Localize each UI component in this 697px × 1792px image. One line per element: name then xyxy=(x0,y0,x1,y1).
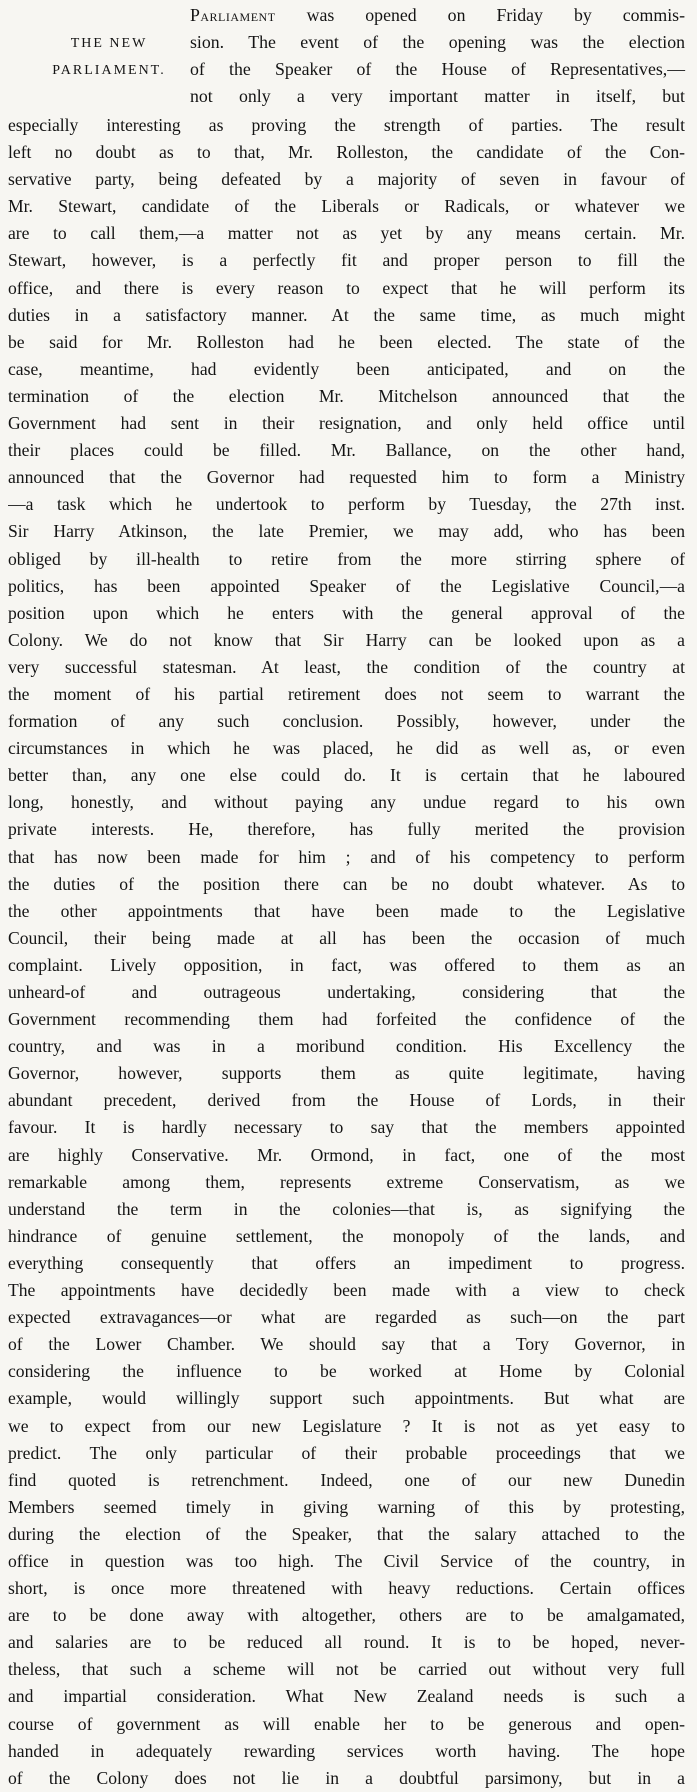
article-line: are to call them,—a matter not as yet by any means certain. Mr. xyxy=(8,223,685,244)
article-line: hindrance of genuine settlement, the monopoly of the lands, and xyxy=(8,1225,685,1246)
opening-line-1 xyxy=(190,2,685,29)
article-line: that has now been made for him ; and of his competency to perform xyxy=(8,846,685,867)
article-line: are to be done away with altogether, others are to be amalgamated, xyxy=(8,1605,685,1626)
article-line: the other appointments that have been made to the Legislative xyxy=(8,900,685,921)
article-line: position upon which he enters with the general approval of the xyxy=(8,602,685,623)
article-line: announced that the Governor had requested him to form a Ministry xyxy=(8,467,685,488)
article-line: better than, any one else could do. It is certain that he laboured xyxy=(8,765,685,786)
article-line: Council, their being made at all has been the occasion of much xyxy=(8,927,685,948)
article-line: Government recommending them had forfeited the confidence of the xyxy=(8,1009,685,1030)
article-line: be said for Mr. Rolleston had he been elected. The state of the xyxy=(8,331,685,352)
article-line: Stewart, however, is a perfectly fit and proper person to fill the xyxy=(8,250,685,271)
article-line: especially interesting as proving the strength of parties. The result xyxy=(8,115,685,135)
article-line: long, honestly, and without paying any undue regard to his own xyxy=(8,792,685,813)
article-line: their places could be filled. Mr. Ballance, on the other hand, xyxy=(8,440,685,461)
opening-line-2: sion. The event of the opening was the election xyxy=(190,32,685,52)
article-line: Colony. We do not know that Sir Harry can be looked upon as a xyxy=(8,629,685,650)
article-line: obliged by ill-health to retire from the more stirring sphere of xyxy=(8,548,685,569)
article-line: termination of the election Mr. Mitchelson announced that the xyxy=(8,385,685,406)
article-line: duties in a satisfactory manner. At the same time, as much might xyxy=(8,304,685,325)
article-line: of the Colony does not lie in a doubtful parsimony, but in a xyxy=(8,1767,685,1788)
article-line: short, is once more threatened with heavy reductions. Certain offices xyxy=(8,1578,685,1599)
article-line: Sir Harry Atkinson, the late Premier, we may add, who has been xyxy=(8,521,685,542)
article-line: very successful statesman. At least, the condition of the country at xyxy=(8,656,685,677)
article-line: —a task which he undertook to perform by Tuesday, the 27th inst. xyxy=(8,494,685,515)
article-line: favour. It is hardly necessary to say that the members appointed xyxy=(8,1117,685,1138)
article-body xyxy=(8,112,685,1792)
opening-line-4: not only a very important matter in itself, but xyxy=(190,86,685,106)
article-line: unheard-of and outrageous undertaking, considering that the xyxy=(8,982,685,1002)
article-line: Members seemed timely in giving warning of this by protesting, xyxy=(8,1496,685,1517)
article-line: The appointments have decidedly been made with a view to check xyxy=(8,1280,685,1301)
article-line: country, and was in a moribund condition. His Excellency the xyxy=(8,1036,685,1057)
article-line: of the Lower Chamber. We should say that a Tory Governor, in xyxy=(8,1334,685,1355)
article-line: private interests. He, therefore, has fully merited the provision xyxy=(8,819,685,840)
article-line: formation of any such conclusion. Possibly, however, under the xyxy=(8,711,685,732)
article-line: servative party, being defeated by a majority of seven in favour of xyxy=(8,169,685,190)
article-line: the moment of his partial retirement does not seem to warrant the xyxy=(8,683,685,704)
article-line: Governor, however, supports them as quite legitimate, having xyxy=(8,1063,685,1084)
opening-line-1-text: was opened on Friday by commis- xyxy=(306,5,685,25)
article-line: office in question was too high. The Civil Service of the country, in xyxy=(8,1550,685,1571)
article-line: are highly Conservative. Mr. Ormond, in fact, one of the most xyxy=(8,1144,685,1165)
article-line: office, and there is every reason to expect that he will perform its xyxy=(8,277,685,298)
lead-word: Parliament xyxy=(190,5,276,25)
article-line: and impartial consideration. What New Zealand needs is such a xyxy=(8,1686,685,1707)
article-line: case, meantime, had evidently been anticipated, and on the xyxy=(8,358,685,379)
side-heading-line-1: THE NEW xyxy=(70,36,148,51)
article-line: course of government as will enable her to be generous and open- xyxy=(8,1713,685,1734)
article-line: expected extravagances—or what are regarded as such—on the part xyxy=(8,1307,685,1328)
article-line: remarkable among them, represents extreme Conservatism, as we xyxy=(8,1171,685,1192)
article-line: complaint. Lively opposition, in fact, was offered to them as an xyxy=(8,954,685,975)
article-line: understand the term in the colonies—that is, as signifying the xyxy=(8,1198,685,1219)
article-line: circumstances in which he was placed, he did as well as, or even xyxy=(8,738,685,759)
article-line: find quoted is retrenchment. Indeed, one of our new Dunedin xyxy=(8,1469,685,1490)
article-line: the duties of the position there can be no doubt whatever. As to xyxy=(8,873,685,894)
article-line: during the election of the Speaker, that the salary attached to the xyxy=(8,1523,685,1544)
article-line: theless, that such a scheme will not be carried out without very full xyxy=(8,1659,685,1680)
opening-line-3: of the Speaker of the House of Representatives,— xyxy=(190,59,685,79)
article-line: politics, has been appointed Speaker of the Legislative Council,—a xyxy=(8,575,685,596)
article-line: example, would willingly support such appointments. But what are xyxy=(8,1388,685,1409)
article-line: everything consequently that offers an impediment to progress. xyxy=(8,1252,685,1273)
side-heading-line-2: PARLIAMENT. xyxy=(52,63,166,78)
article-opening xyxy=(8,0,685,104)
article-line: Mr. Stewart, candidate of the Liberals or Radicals, or whatever we xyxy=(8,196,685,217)
side-heading xyxy=(34,30,184,84)
article-line: considering the influence to be worked at Home by Colonial xyxy=(8,1361,685,1382)
article-line: handed in adequately rewarding services worth having. The hope xyxy=(8,1740,685,1761)
article-line: predict. The only particular of their probable proceedings that we xyxy=(8,1442,685,1463)
article-line: abundant precedent, derived from the House of Lords, in their xyxy=(8,1090,685,1111)
article-line: Government had sent in their resignation, and only held office until xyxy=(8,413,685,434)
article-line: left no doubt as to that, Mr. Rolleston, the candidate of the Con- xyxy=(8,142,685,163)
article-line: and salaries are to be reduced all round. It is to be hoped, never- xyxy=(8,1632,685,1653)
article-line: we to expect from our new Legislature ? It is not as yet easy to xyxy=(8,1415,685,1436)
